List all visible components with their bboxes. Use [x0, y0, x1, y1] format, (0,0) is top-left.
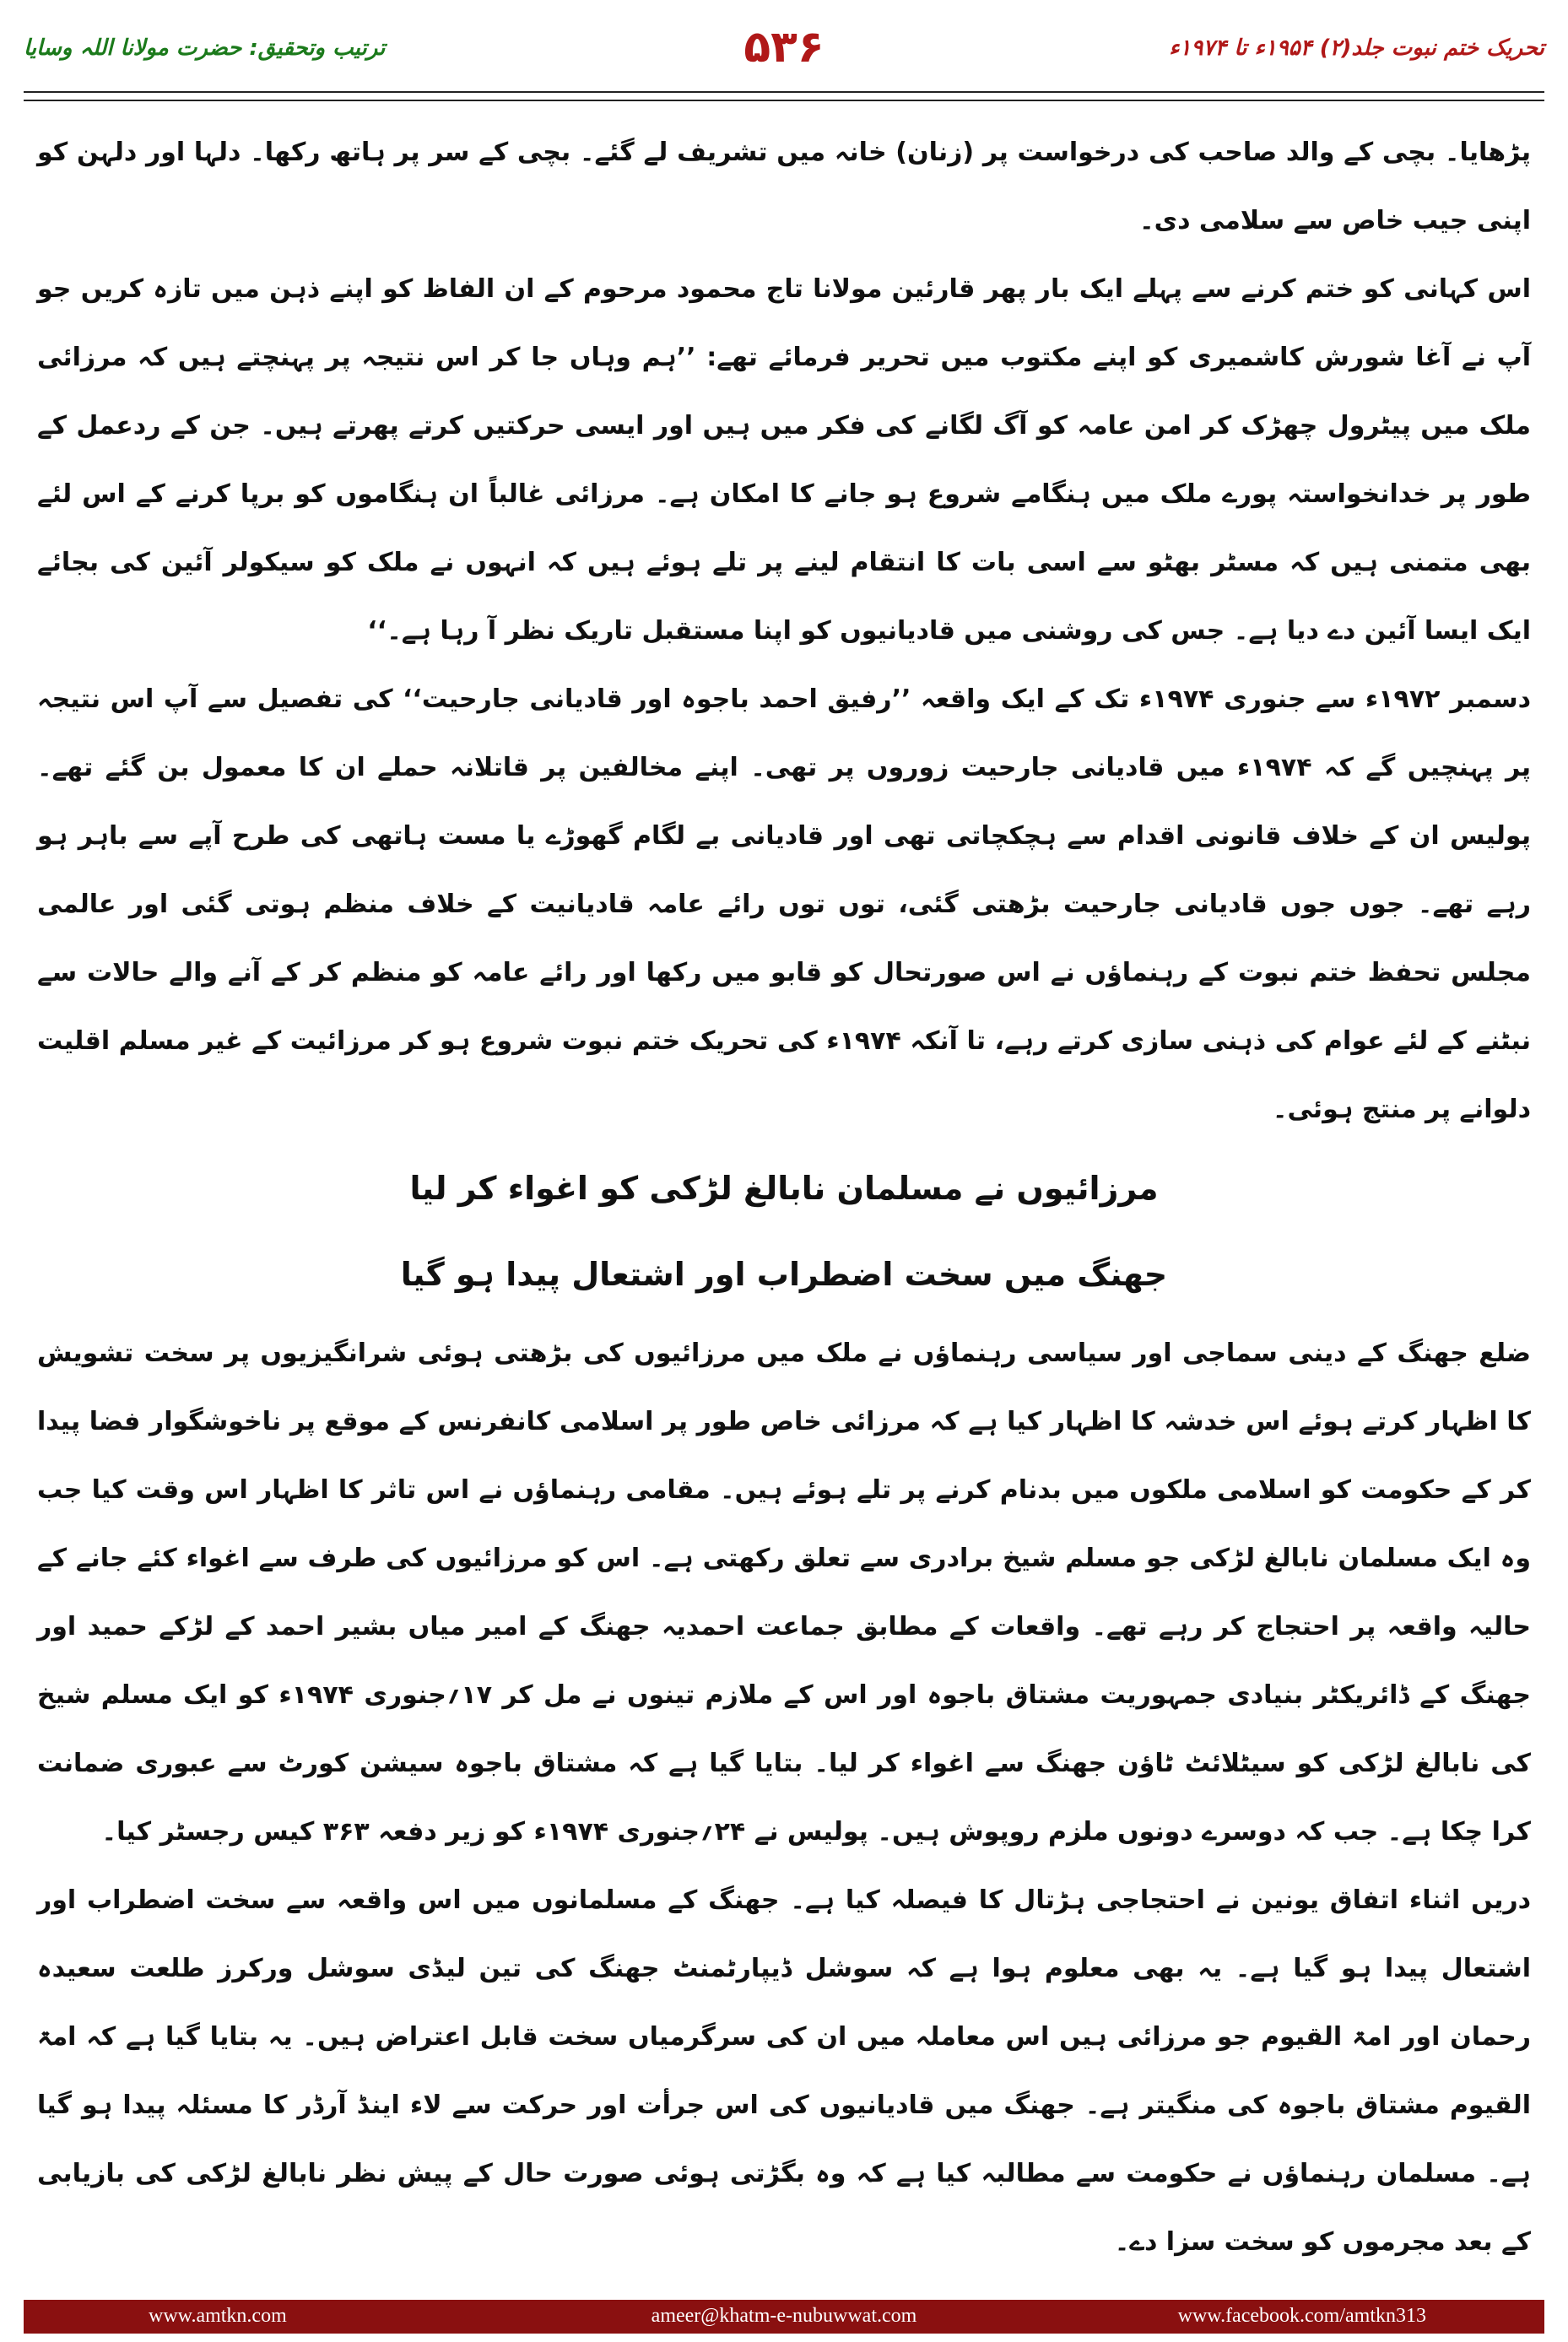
- email-link[interactable]: ameer@khatm-e-nubuwwat.com: [651, 2305, 917, 2327]
- section-heading-2: جھنگ میں سخت اضطراب اور اشتعال پیدا ہو گیا: [400, 1256, 1168, 1293]
- paragraph-5: دریں اثناء اتفاق یونین نے احتجاجی ہڑتال کا فیصلہ کیا ہے۔ جھنگ کے مسلمانوں میں اس واقعہ سے سخت اضطراب اور اشتعال پیدا ہو گیا ہے۔ یہ بھی معلوم ہوا ہے کہ سوشل ڈیپارٹمنٹ جھنگ کی تین لیڈی سوشل ورکرز طلعت سعیدہ رحمان اور امۃ القیوم جو مرزائی ہیں اس معاملہ میں ان کی سرگرمیاں سخت قابل اعتراض ہیں۔ یہ بتایا گیا ہے کہ امۃ القیوم مشتاق باجوہ کی منگیتر ہے۔ جھنگ میں قادیانیوں کی اس جرأت اور حرکت سے لاء اینڈ آرڈر کا مسئلہ پیدا ہو گیا ہے۔ مسلمان رہنماؤں نے حکومت سے مطالبہ کیا ہے کہ وہ بگڑتی ہوئی صورت حال کے پیش نظر نابالغ لڑکی کی بازیابی کے بعد مجرموں کو سخت سزا دے۔: [37, 1885, 1531, 2257]
- page-header: [0, 0, 1568, 101]
- section-heading-1: مرزائیوں نے مسلمان نابالغ لڑکی کو اغواء کر لیا: [409, 1170, 1159, 1207]
- header-divider: [24, 91, 1544, 101]
- book-title: تحریک ختم نبوت جلد(۲) ۱۹۵۴ء تا ۱۹۷۴ء: [1169, 35, 1544, 61]
- paragraph-1: پڑھایا۔ بچی کے والد صاحب کی درخواست پر (زنان) خانہ میں تشریف لے گئے۔ بچی کے سر پر ہاتھ رکھا۔ دلہا اور دلہن کو اپنی جیب خاص سے سلامی دی۔: [37, 138, 1531, 235]
- website-link[interactable]: www.amtkn.com: [149, 2305, 287, 2327]
- paragraph-2: اس کہانی کو ختم کرنے سے پہلے ایک بار پھر قارئین مولانا تاج محمود مرحوم کے ان الفاظ کو اپنے ذہن میں تازہ کریں جو آپ نے آغا شورش کاشمیری کو اپنے مکتوب میں تحریر فرمائے تھے: ’’ہم وہاں جا کر اس نتیجہ پر پہنچتے ہیں کہ مرزائی ملک میں پیٹرول چھڑک کر امن عامہ کو آگ لگانے کی فکر میں ہیں اور ایسی حرکتیں کرتے پھرتے ہیں۔ جن کے ردعمل کے طور پر خدانخواستہ پورے ملک میں ہنگامے شروع ہو جانے کا امکان ہے۔ مرزائی غالباً ان ہنگاموں کو برپا کرنے کے اس لئے بھی متمنی ہیں کہ مسٹر بھٹو سے اسی بات کا انتقام لینے پر تلے ہوئے ہیں کہ انہوں نے ملک کو سیکولر آئین کی بجائے ایک ایسا آئین دے دیا ہے۔ جس کی روشنی میں قادیانیوں کو اپنا مستقبل تاریک نظر آ رہا ہے۔‘‘: [37, 274, 1531, 646]
- compiler-credit: ترتیب وتحقیق: حضرت مولانا اللہ وسایا: [24, 35, 386, 61]
- facebook-link[interactable]: www.facebook.com/amtkn313: [1177, 2305, 1426, 2327]
- paragraph-4: ضلع جھنگ کے دینی سماجی اور سیاسی رہنماؤں نے ملک میں مرزائیوں کی بڑھتی ہوئی شرانگیزیوں پر سخت تشویش کا اظہار کرتے ہوئے اس خدشہ کا اظہار کیا ہے کہ مرزائی خاص طور پر اسلامی کانفرنس کے موقع پر ناخوشگوار فضا پیدا کر کے حکومت کو اسلامی ملکوں میں بدنام کرنے پر تلے ہوئے ہیں۔ مقامی رہنماؤں نے اس تاثر کا اظہار اس وقت کیا جب وہ ایک مسلمان نابالغ لڑکی جو مسلم شیخ برادری سے تعلق رکھتی ہے۔ اس کو مرزائیوں کی طرف سے اغواء کئے جانے کے حالیہ واقعہ پر احتجاج کر رہے تھے۔ واقعات کے مطابق جماعت احمدیہ جھنگ کے امیر میاں بشیر احمد کے لڑکے حمید اور جھنگ کے ڈائریکٹر بنیادی جمہوریت مشتاق باجوہ اور اس کے ملازم تینوں نے مل کر ۱۷؍جنوری ۱۹۷۴ء کو ایک مسلم شیخ کی نابالغ لڑکی کو سیٹلائٹ ٹاؤن جھنگ سے اغواء کر لیا۔ بتایا گیا ہے کہ مشتاق باجوہ سیشن کورٹ سے عبوری ضمانت کرا چکا ہے۔ جب کہ دوسرے دونوں ملزم روپوش ہیں۔ پولیس نے ۲۴؍جنوری ۱۹۷۴ء کو زیر دفعہ ۳۶۳ کیس رجسٹر کیا۔: [37, 1339, 1531, 1847]
- page-footer: [24, 2300, 1544, 2334]
- page-number: ۵۳۶: [743, 22, 825, 73]
- paragraph-3: دسمبر ۱۹۷۲ء سے جنوری ۱۹۷۴ء تک کے ایک واقعہ ’’رفیق احمد باجوہ اور قادیانی جارحیت‘‘ کی تفصیل سے آپ اس نتیجہ پر پہنچیں گے کہ ۱۹۷۴ء میں قادیانی جارحیت زوروں پر تھی۔ اپنے مخالفین پر قاتلانہ حملے ان کا معمول بن گئے تھے۔ پولیس ان کے خلاف قانونی اقدام سے ہچکچاتی تھی اور قادیانی بے لگام گھوڑے یا مست ہاتھی کی طرح آپے سے باہر ہو رہے تھے۔ جوں جوں قادیانی جارحیت بڑھتی گئی، توں توں رائے عامہ قادیانیت کے خلاف منظم ہوتی گئی اور عالمی مجلس تحفظ ختم نبوت کے رہنماؤں نے اس صورتحال کو قابو میں رکھا اور رائے عامہ کو منظم کر کے آنے والے حالات سے نبٹنے کے لئے عوام کی ذہنی سازی کرتے رہے، تا آنکہ ۱۹۷۴ء کی تحریک ختم نبوت شروع ہو کر مرزائیت کے غیر مسلم اقلیت دلوانے پر منتج ہوئی۔: [37, 684, 1531, 1124]
- page-body: [37, 118, 1531, 2257]
